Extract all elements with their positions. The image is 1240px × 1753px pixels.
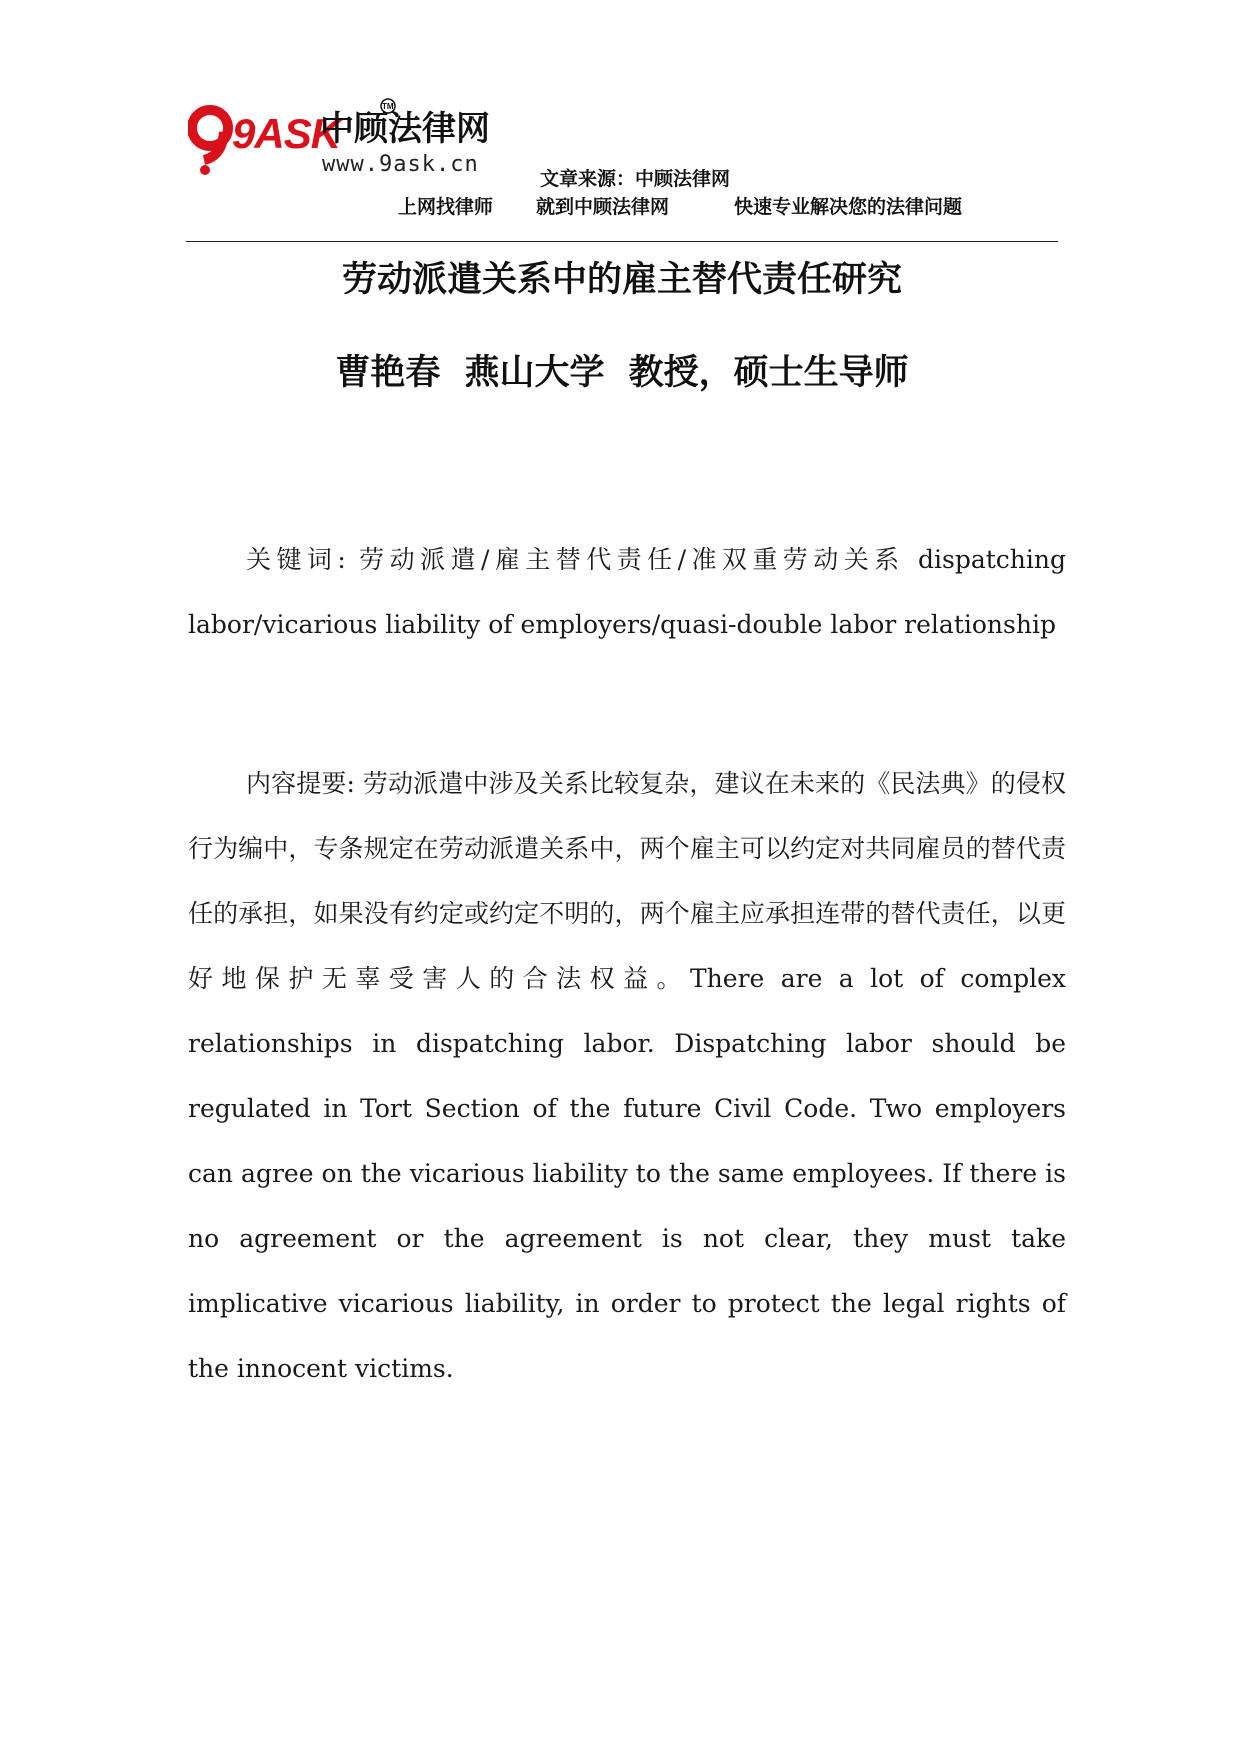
article-author: 曹艳春 燕山大学 教授，硕士生导师 xyxy=(335,352,909,393)
header-divider xyxy=(186,241,1058,242)
slogan-part-3: 快速专业解决您的法律问题 xyxy=(734,196,963,218)
article-title: 劳动派遣关系中的雇主替代责任研究 xyxy=(341,259,902,300)
page-header xyxy=(188,98,1058,218)
logo-brand-text: 9ASK xyxy=(232,110,341,157)
slogan-part-2: 就到中顾法律网 xyxy=(536,196,670,218)
logo-tm-mark: TM xyxy=(382,102,394,111)
keywords-paragraph: 关键词: 劳动派遣/雇主替代责任/准双重劳动关系 dispatching labor/vicarious liability of employers/quasi-double labor relationship xyxy=(188,545,1066,639)
article-source: 文章来源：中顾法律网 xyxy=(540,168,731,190)
site-url[interactable]: www.9ask.cn xyxy=(322,152,479,177)
slogan-part-1: 上网找律师 xyxy=(398,196,494,218)
logo-cn-text: 中顾法律网 xyxy=(320,109,490,149)
slogan-line xyxy=(398,192,962,219)
abstract-paragraph: 内容提要: 劳动派遣中涉及关系比较复杂，建议在未来的《民法典》的侵权行为编中，专条规定在劳动派遣关系中，两个雇主可以约定对共同雇员的替代责任的承担，如果没有约定或约定不明的，两个雇主应承担连带的替代责任，以更好地保护无辜受害人的合法权益。There are a lot of complex relationships in dispatching labor. Dispatching labor should be regulated in Tort Section of the future Civil Code. Two employers can agree on the vicarious liability to the same employees. If there is no agreement or the agreement is not clear, they must take implicative vicarious liability, in order to protect the legal rights of the innocent victims. xyxy=(188,769,1066,1383)
